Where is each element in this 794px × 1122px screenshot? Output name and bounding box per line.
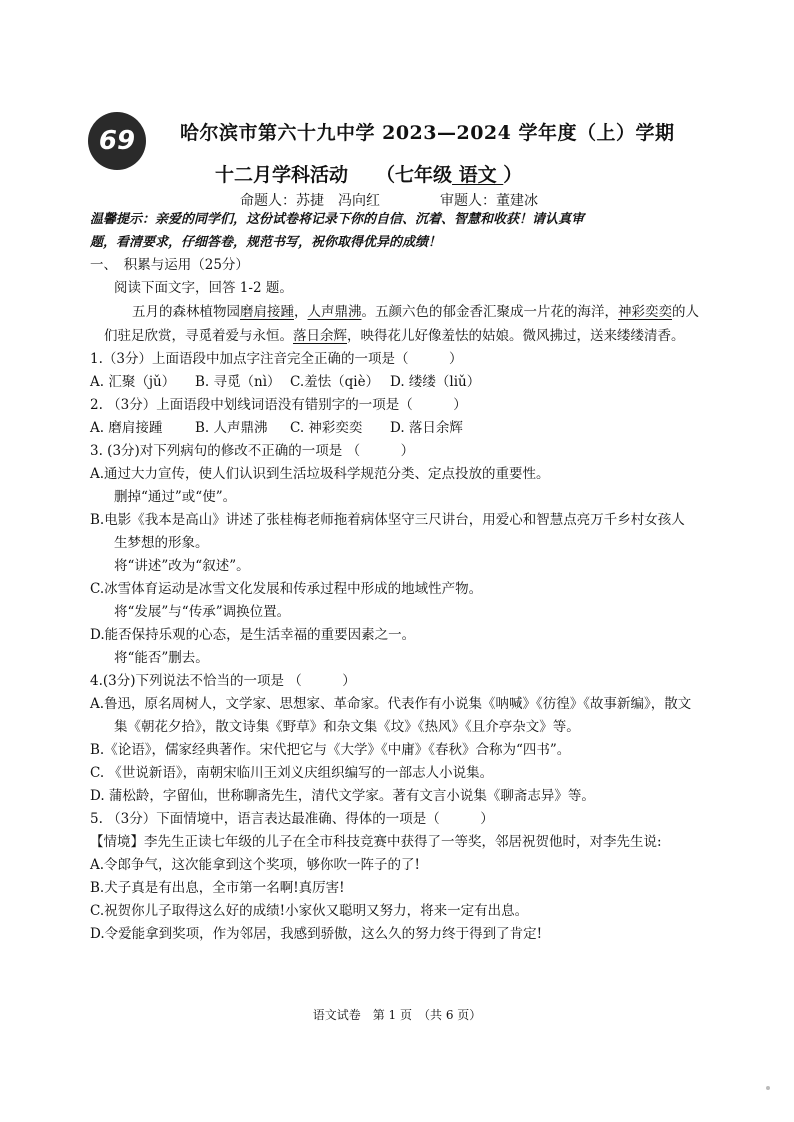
q4-option-c: C. 《世说新语》，南朝宋临川王刘义庆组织编写的一部志人小说集。 — [90, 765, 494, 781]
school-logo — [88, 112, 146, 170]
option-a: A. 磨肩接踵 — [90, 420, 163, 436]
passage-text: 的人们驻足欣赏，寻觅着爱与永恒。 — [104, 304, 699, 344]
option-d: D. 缕缕（liǔ） — [390, 374, 481, 390]
passage-text: 。五颜六色的郁金香汇聚成一片花的海洋， — [361, 304, 618, 320]
q3-option-a-fix: 删掉“通过”或“使”。 — [114, 489, 237, 505]
option-b: B. 人声鼎沸 — [195, 420, 268, 436]
passage-intro: 阅读下面文字，回答 1-2 题。 — [114, 280, 293, 296]
q3-option-b-fix: 将“讲述”改为“叙述”。 — [114, 558, 250, 574]
passage-text: ，映得花儿好像羞怯的姑娘。微风拂过，送来缕缕清香。 — [347, 328, 685, 344]
underlined-phrase: 人声鼎沸 — [307, 304, 362, 320]
q5-option-c: C.祝贺你儿子取得这么好的成绩!小家伙又聪明又努力，将来一定有出息。 — [90, 903, 529, 919]
subtitle-close: ） — [503, 164, 523, 186]
option-b: B. 寻觅（nì） — [195, 374, 281, 390]
underlined-phrase: 神彩奕奕 — [618, 304, 672, 320]
q3-option-d-fix: 将“能否”删去。 — [114, 650, 209, 666]
q3-option-c-fix: 将“发展”与“传承”调换位置。 — [114, 604, 291, 620]
q5-option-b: B.犬子真是有出息，全市第一名啊!真厉害! — [90, 880, 345, 896]
q5-context: 【情境】李先生正读七年级的儿子在全市科技竞赛中获得了一等奖，邻居祝贺他时，对李先生说: — [90, 834, 662, 850]
question-4-stem: 4.(3分)下列说法不恰当的一项是 （ ） — [90, 673, 356, 689]
q3-option-b: B.电影《我本是高山》讲述了张桂梅老师拖着病体坚守三尺讲台，用爱心和智慧点亮万千乡村女孩人 — [90, 512, 685, 528]
option-d: D. 落日余辉 — [390, 420, 463, 436]
underlined-phrase: 磨肩接踵 — [240, 304, 294, 320]
question-5-stem: 5. （3分）下面情境中，语言表达最准确、得体的一项是（ ） — [90, 811, 494, 827]
authors-label: 命题人： — [240, 193, 296, 209]
q3-option-a: A.通过大力宣传，使人们认识到生活垃圾科学规范分类、定点投放的重要性。 — [90, 466, 550, 482]
option-c: C. 神彩奕奕 — [290, 420, 363, 436]
tip-line-2: 题，看清要求，仔细答卷，规范书写，祝你取得优异的成绩！ — [90, 235, 442, 250]
question-3-stem: 3. (3分)对下列病句的修改不正确的一项是 （ ） — [90, 443, 415, 459]
author-2: 冯向红 — [338, 193, 380, 209]
logo-number: 69 — [98, 126, 136, 156]
q4-option-b: B.《论语》，儒家经典著作。宋代把它与《大学》《中庸》《春秋》合称为“四书”。 — [90, 742, 571, 758]
q5-option-d: D.令爱能拿到奖项，作为邻居，我感到骄傲，这么久的努力终于得到了肯定! — [90, 926, 543, 942]
authors-line — [240, 190, 538, 210]
question-1-options — [90, 371, 710, 394]
passage-text: ， — [294, 304, 308, 320]
underlined-phrase: 落日余辉 — [293, 328, 347, 344]
q5-option-a: A.令郎争气，这次能拿到这个奖项，够你吹一阵子的了! — [90, 857, 420, 873]
q4-option-d: D. 蒲松龄，字留仙，世称聊斋先生，清代文学家。著有文言小说集《聊斋志异》等。 — [90, 788, 595, 804]
question-2-options — [90, 417, 710, 440]
q3-option-d: D.能否保持乐观的心态，是生活幸福的重要因素之一。 — [90, 627, 416, 643]
question-1-stem: 1.（3分）上面语段中加点字注音完全正确的一项是（ ） — [90, 351, 463, 367]
author-1: 苏捷 — [296, 193, 324, 209]
q3-option-c: C.冰雪体育运动是冰雪文化发展和传承过程中形成的地域性产物。 — [90, 581, 483, 597]
exam-subtitle — [215, 160, 522, 187]
q4-option-a-cont: 集《朝花夕拾》，散文诗集《野草》和杂文集《坟》《热风》《且介亭杂文》等。 — [114, 719, 580, 735]
page-footer: 语文试卷 第 1 页 （共 6 页） — [312, 1008, 482, 1022]
reading-passage — [90, 300, 710, 348]
exam-title: 哈尔滨市第六十九中学 2023—2024 学年度（上）学期 — [180, 122, 675, 144]
section-heading: 一、 积累与运用（25分） — [90, 257, 249, 273]
question-2-stem: 2. （3分）上面语段中划线词语没有错别字的一项是（ ） — [90, 397, 467, 413]
subtitle-subject: 语文 — [452, 164, 504, 186]
q3-option-b-cont: 生梦想的形象。 — [114, 535, 209, 551]
tip-line-1: 温馨提示：亲爱的同学们，这份试卷将记录下你的自信、沉着、智慧和收获！请认真审 — [90, 212, 585, 227]
option-c: C.羞怯（qiè） — [290, 374, 380, 390]
passage-text: 五月的森林植物园 — [132, 304, 240, 320]
option-a: A. 汇聚（jǔ） — [90, 374, 176, 390]
subtitle-activity: 十二月学科活动 — [215, 164, 349, 186]
scan-speck — [766, 1086, 770, 1090]
exam-content — [90, 208, 710, 946]
q4-option-a: A.鲁迅，原名周树人，文学家、思想家、革命家。代表作有小说集《呐喊》《彷徨》《故事新编》，散文 — [90, 696, 692, 712]
reviewer: 审题人：董建冰 — [440, 193, 538, 209]
subtitle-grade: （七年级 — [376, 164, 453, 186]
